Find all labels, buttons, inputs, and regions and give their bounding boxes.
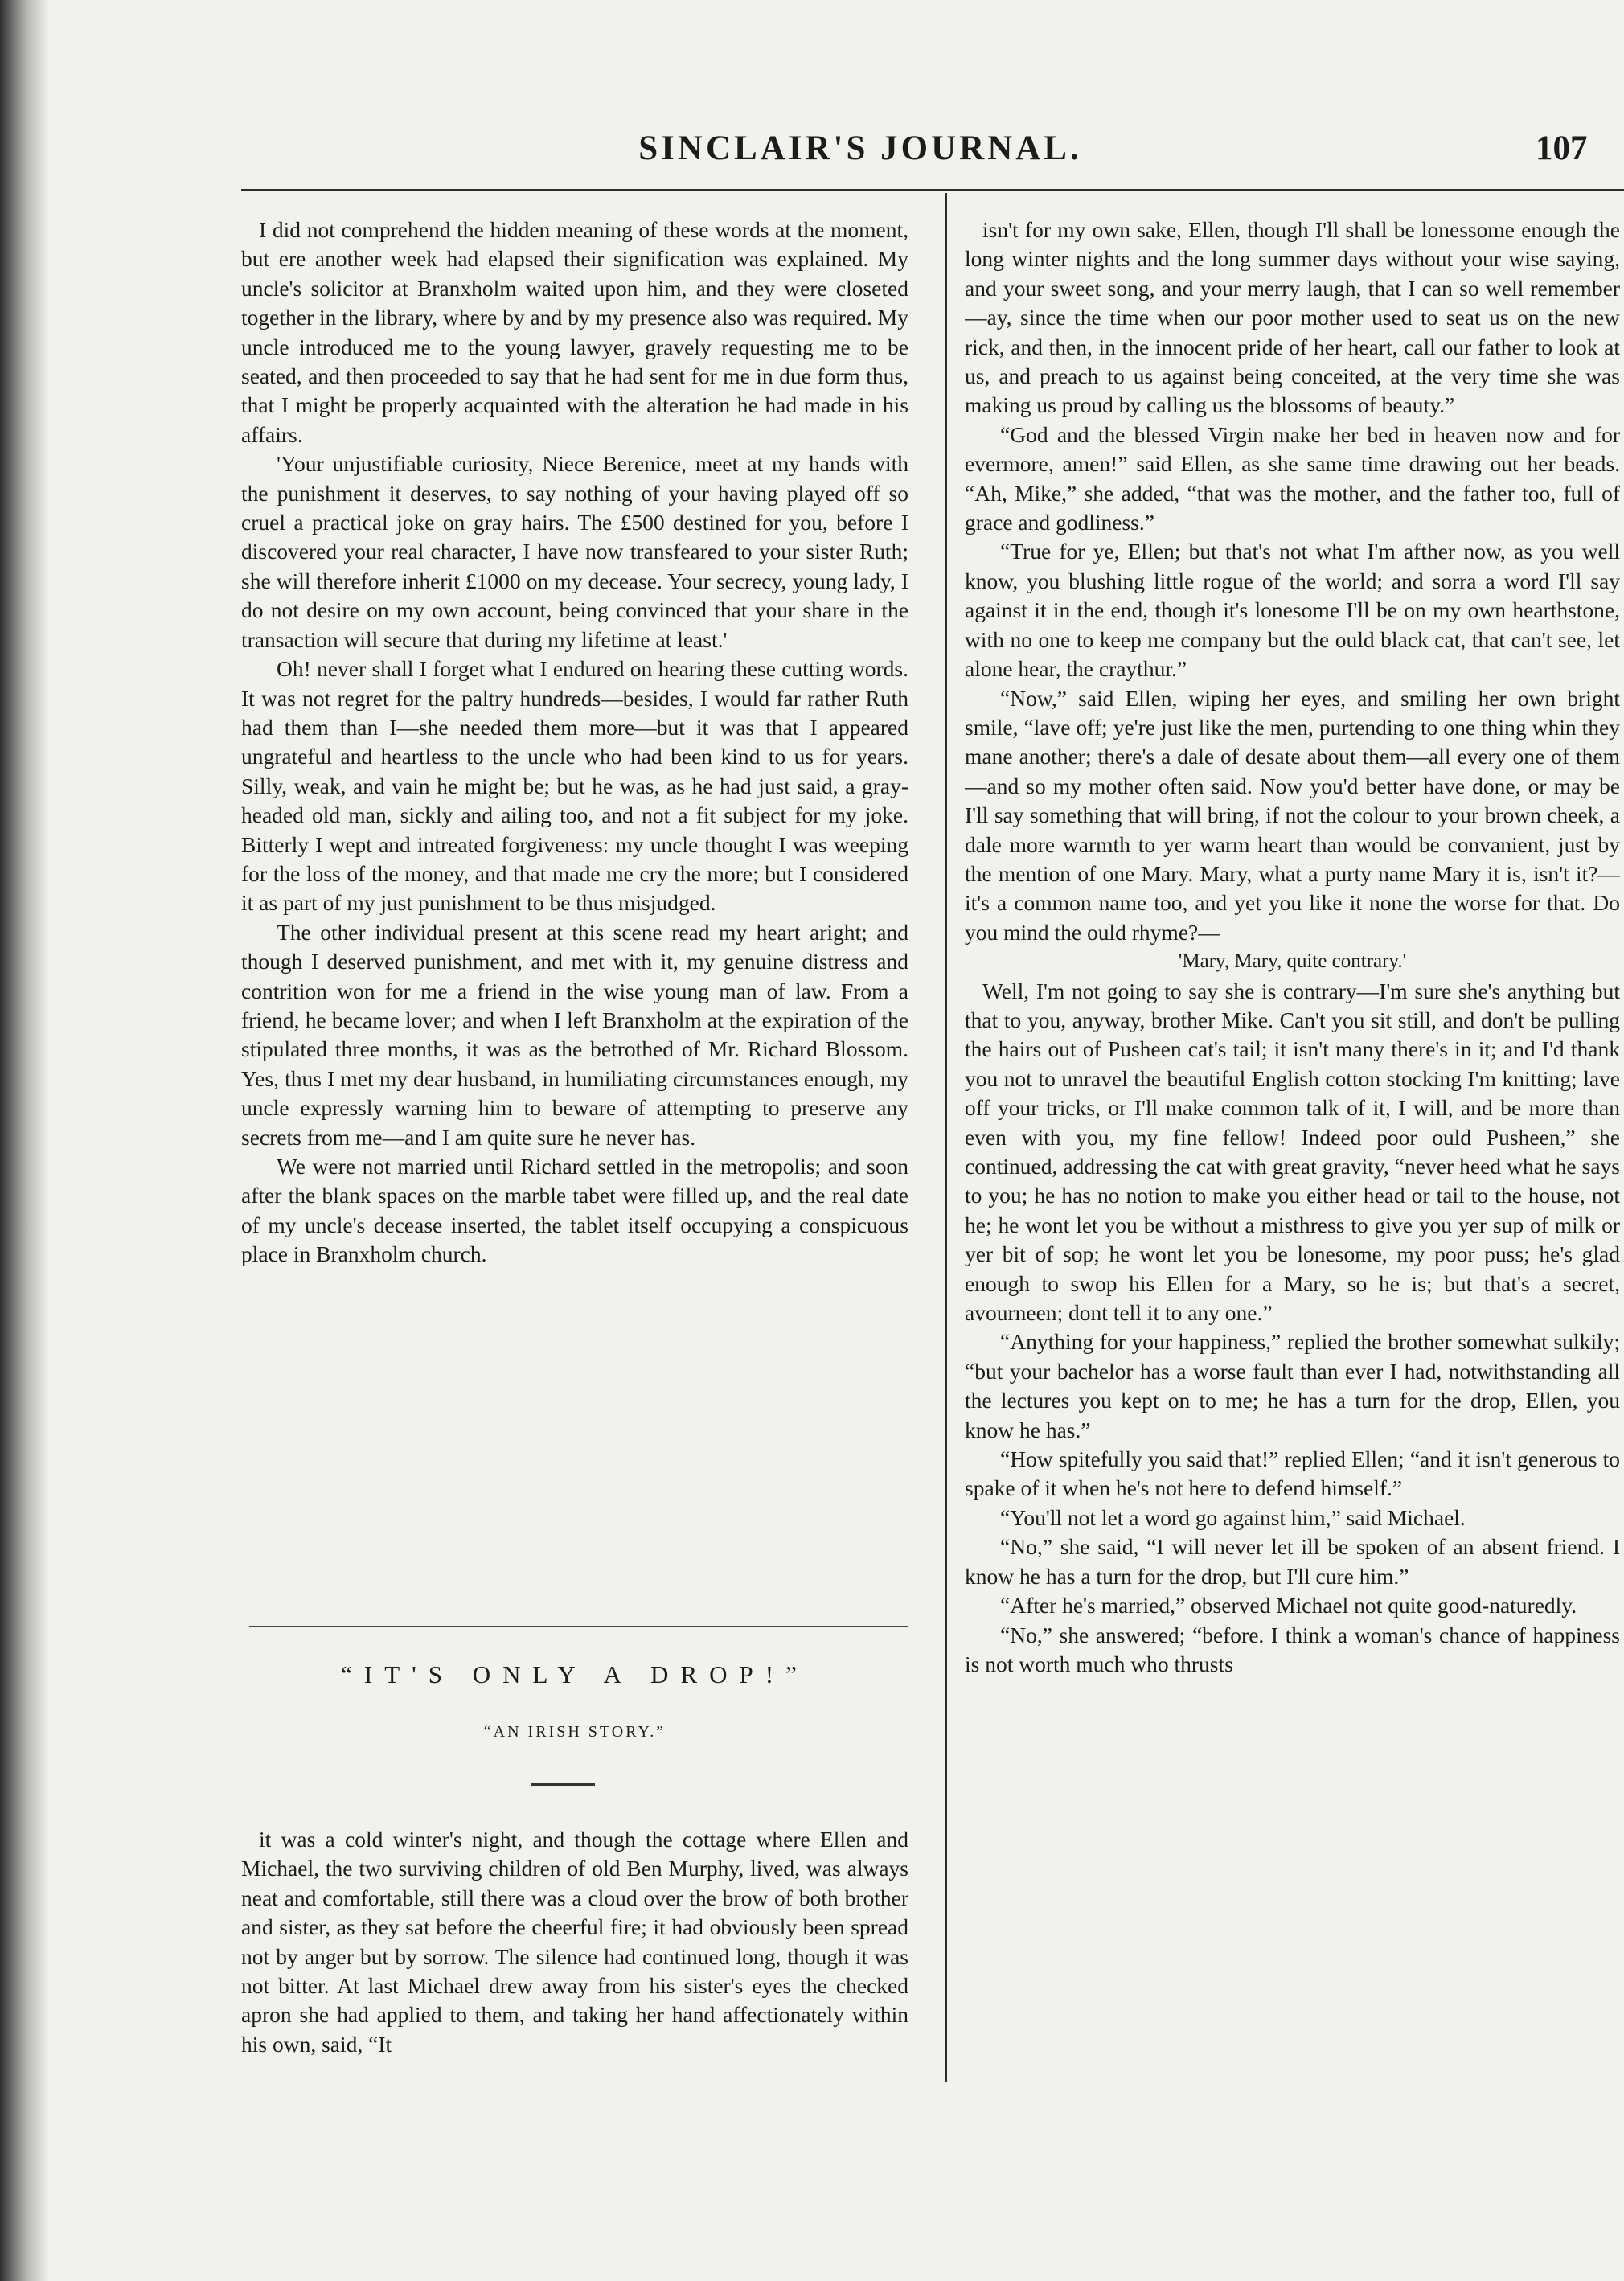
story-paragraph: it was a cold winter's night, and though the cottage where Ellen and Michael, the two surviving children of old Ben Murphy, lived, was always neat and comfortable, still there was a cloud over the brow of both brother and sister, as they sat before the cheerful fire; it had obviously been spread not by anger but by sorrow. The silence had continued long, though it was not bitter. At last Michael drew away from his sister's eyes the checked apron she had applied to them, and taking her hand affectionately within his own, said, “It: [241, 1827, 908, 2057]
story-title: “IT'S ONLY A DROP!”: [341, 1660, 809, 1688]
book-spine-edge: [0, 0, 50, 2281]
left-column: [241, 215, 908, 1614]
story-subtitle: “AN IRISH STORY.”: [483, 1723, 666, 1741]
column-divider: [945, 193, 947, 2082]
right-paragraph: “No,” she answered; “before. I think a woman's chance of happiness is not worth much who thrusts: [965, 1622, 1620, 1676]
right-paragraph: “After he's married,” observed Michael not quite good-naturedly.: [1000, 1593, 1577, 1618]
right-paragraph: “Anything for your happiness,” replied the brother somewhat sulkily; “but your bachelor has a worse fault than ever I had, notwithstanding all the lectures you kept on to me; he has a turn for the drop, Ellen, you know he has.”: [965, 1329, 1620, 1442]
left-paragraph: Oh! never shall I forget what I endured on hearing these cutting words. It was not regret for the paltry hundreds—besides, I would far rather Ruth had them than I—she needed them more—but it was that I appeared ungrateful and heartless to the uncle who had been kind to us for years. Silly, weak, and vain he might be; but he was, as he had just said, a gray-headed old man, sickly and ailing too, and not a fit subject for my joke. Bitterly I wept and intreated forgiveness: my uncle thought I was weeping for the loss of the money, and that made me cry the more; but I considered it as part of my just punishment to be thus misjudged.: [241, 656, 908, 916]
rhyme-quote: 'Mary, Mary, quite contrary.': [1178, 950, 1407, 973]
right-paragraph: “You'll not let a word go against him,” said Michael.: [1000, 1504, 1466, 1530]
right-paragraph: “No,” she said, “I will never let ill be spoken of an absent friend. I know he has a turn for the drop, but I'll cure him.”: [965, 1534, 1620, 1589]
right-column: [965, 215, 1620, 2097]
left-paragraph: We were not married until Richard settled in the metropolis; and soon after the blank spaces on the marble tabet were filled up, and the real date of my uncle's decease inserted, the tablet itself occupying a conspicuous place in Branxholm church.: [241, 1154, 908, 1267]
left-paragraph: I did not comprehend the hidden meaning of these words at the moment, but ere another week had elapsed their signification was explained. My uncle's solicitor at Branxholm waited upon him, and they were closeted together in the library, where by and by my presence also was required. My uncle introduced me to the young lawyer, gravely requesting me to be seated, and then proceeded to say that he had sent for me in due form thus, that I might be properly acquainted with the alteration he had made in his affairs.: [241, 217, 908, 447]
running-header-title: SINCLAIR'S JOURNAL.: [638, 129, 1082, 167]
page-number: 107: [1536, 129, 1588, 167]
story-opening: [241, 1825, 908, 2082]
right-paragraph: “How spitefully you said that!” replied Ellen; “and it isn't generous to spake of it when he's not here to defend himself.”: [965, 1446, 1620, 1501]
right-paragraph: “True for ye, Ellen; but that's not what I'm afther now, as you well know, you blushing little rogue of the world; and sorra a word I'll say against it in the end, though it's lonesome I'll be on my own hearthstone, with no one to keep me company but the ould black cat, that can't see, let alone hear, the craythur.”: [965, 539, 1620, 682]
left-paragraph: 'Your unjustifiable curiosity, Niece Berenice, meet at my hands with the punishment it deserves, to say nothing of your having played off so cruel a practical joke on gray hairs. The £500 destined for you, before I discovered your real character, I have now transfeared to your sister Ruth; she will therefore inherit £1000 on my decease. Your secrecy, young lady, I do not desire on my own account, being convinced that your share in the transaction will secure that during my lifetime at least.': [241, 451, 908, 652]
section-rule: [249, 1626, 908, 1627]
right-paragraph: Well, I'm not going to say she is contrary—I'm sure she's anything but that to you, anyway, brother Mike. Can't you sit still, and don't be pulling the hairs out of Pusheen cat's tail; it isn't many there's in it; and I'd thank you not to unravel the beautiful English cotton stocking I'm knitting; lave off your tricks, or I'll make common talk of it, I will, and be more than even with you, my fine fellow! Indeed poor ould Pusheen,” she continued, addressing the cat with great gravity, “never heed what he says to you; he has no notion to make you either head or tail to the house, not he; he wont let you be without a misthress to give you yer sup of milk or yer bit of sop; he wont let you be lonesome, my poor puss; he's glad enough to swop his Ellen for a Mary, so he is; but that's a secret, avourneen; dont tell it to any one.”: [965, 978, 1620, 1326]
right-paragraph: isn't for my own sake, Ellen, though I'll shall be lonessome enough the long winter nights and the long summer days without your wise saying, and your sweet song, and your merry laugh, that I can so well remember—ay, since the time when our poor mother used to seat us on the new rick, and then, in the innocent pride of her heart, call our father to look at us, and preach to us against being conceited, at the very time she was making us proud by calling us the blossoms of beauty.”: [965, 217, 1620, 418]
title-dash: [531, 1783, 595, 1786]
left-paragraph: The other individual present at this scene read my heart aright; and though I deserved punishment, and met with it, my genuine distress and contrition won for me a friend in the wise young man of law. From a friend, he became lover; and when I left Branxholm at the expiration of the stipulated three months, it was as the betrothed of Mr. Richard Blossom. Yes, thus I met my dear husband, in humiliating circumstances enough, my uncle expressly warning him to beware of attempting to preserve any secrets from me—and I am quite sure he never has.: [241, 919, 908, 1150]
right-paragraph: “God and the blessed Virgin make her bed in heaven now and for evermore, amen!” said Ellen, as she same time drawing out her beads. “Ah, Mike,” she added, “that was the mother, and the father too, full of grace and godliness.”: [965, 421, 1620, 535]
right-paragraph: “Now,” said Ellen, wiping her eyes, and smiling her own bright smile, “lave off; ye're just like the men, purtending to one thing whin they mane another; there's a dale of desate about them—all every one of them—and so my mother often said. Now you'd better have done, or may be I'll say something that will bring, if not the colour to your brown cheek, a dale more warmth to yer warm heart than would be convanient, just by the mention of one Mary. Mary, what a purty name Mary it is, isn't it?—it's a common name too, and yet you like it none the worse for that. Do you mind the ould rhyme?—: [965, 685, 1620, 945]
header-rule: [241, 189, 1624, 191]
